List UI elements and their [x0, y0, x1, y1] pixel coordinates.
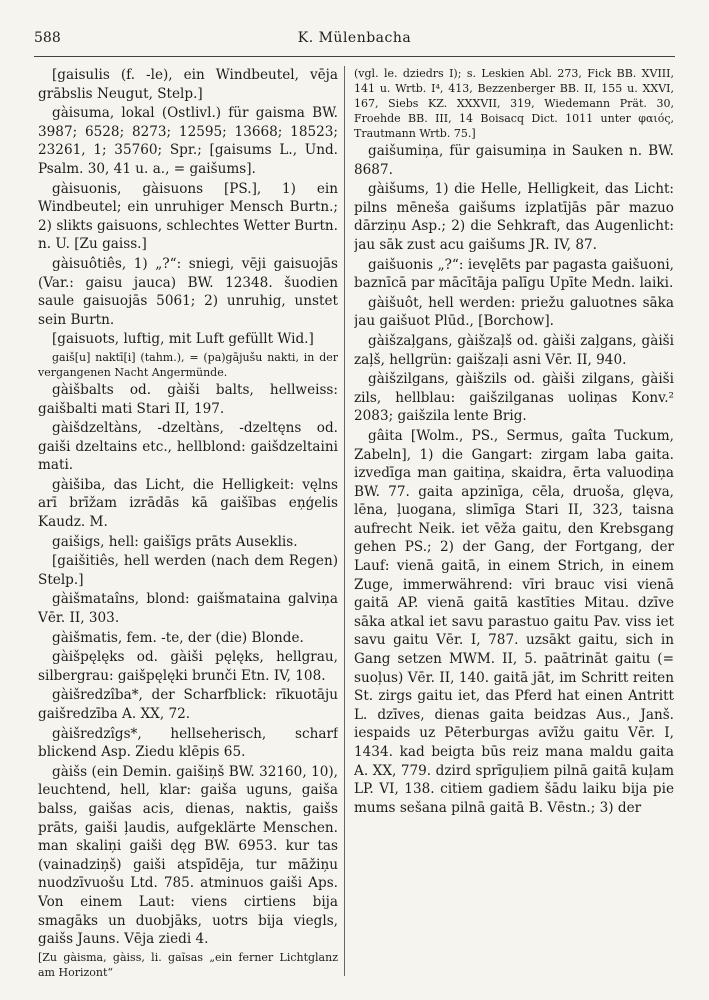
dictionary-entry: gaiš[u] naktī[i] (tahm.), = (pa)gājušu nakti, in der vergangenen Nacht Angermünde.: [38, 350, 338, 379]
dictionary-entry: gàišredzîgs*, hellseherisch, scharf blickend Asp. Ziedu klēpis 65.: [38, 725, 338, 761]
dictionary-entry: [gaisulis (f. -le), ein Windbeutel, vēja grābslis Neugut, Stelp.]: [38, 67, 338, 102]
header-rule: [34, 56, 675, 57]
dictionary-entry: gàišs (ein Demin. gaišiņš BW. 32160, 10), leuchtend, hell, klar: gaiša uguns, gaiša balss, gaišas acis, dienas, naktis, gaišs prāts, gaiši ļaudis, aufgeklärte Menschen. man skaliņi gaiši dęg BW. 6953. kur tas (vainadziņš) gaiši atspīdēja, tur māžiņu nuodzīvuošu Ltd. 785. atminuos gaiši Aps. Von einem Laut: viens cirtiens bija smagāks un duobjāks, uotrs bija viegls, gaišs Jauns. Vēja ziedi 4.: [38, 763, 338, 948]
dictionary-entry: [Zu gàisma, gàiss, li. gaĩsas „ein ferner Lichtglanz am Horizont“: [38, 950, 338, 979]
dictionary-entry: gaišigs, hell: gaišīgs prāts Auseklis.: [52, 533, 298, 550]
dictionary-entry: [gaišitiês, hell werden (nach dem Regen) Stelp.]: [38, 553, 338, 588]
left-column: [38, 66, 338, 981]
dictionary-entry: gàišzilgans, gàišzils od. gàiši zilgans, gàiši zils, hellblau: gaišzilganas uoliņas Konv.² 2083; gaišzila lente Brig.: [354, 371, 674, 425]
column-divider: [344, 66, 345, 976]
dictionary-entry: gaišumiņa, für gaisumiņa in Sauken n. BW. 8687.: [354, 143, 674, 178]
dictionary-entry: gàišuôt, hell werden: priežu galuotnes sāka jau gaišuot Plūd., [Borchow].: [354, 294, 674, 330]
dictionary-entry: gàišiba, das Licht, die Helligkeit: vęlns arī brīžam izrādās kā gaišības eņģelis Kaudz. M.: [38, 476, 338, 531]
dictionary-entry: gàišredzîba*, der Scharfblick: rīkuotāju gaišredzība A. XX, 72.: [38, 687, 338, 722]
dictionary-entry: gàišbalts od. gàiši balts, hellweiss: gaišbalti mati Stari II, 197.: [38, 381, 338, 417]
dictionary-entry: gàisuonis, gàisuons [PS.], 1) ein Windbeutel; ein unruhiger Mensch Burtn.; 2) slikts gaisuons, schlechtes Wetter Burtn. n. U. [Zu gaiss.]: [38, 180, 338, 253]
running-head: K. Mülenbacha: [297, 30, 412, 46]
page-number: 588: [34, 30, 61, 46]
dictionary-entry: gaišuonis „?“: ievęlēts par pagasta gaišuoni, baznīcā par mācītāja palīgu Upīte Medn. laiki.: [354, 256, 674, 292]
page-header: [34, 30, 675, 52]
right-column: [354, 66, 674, 981]
dictionary-entry: (vgl. le. dziedrs I); s. Leskien Abl. 273, Fick BB. XVIII, 141 u. Wrtb. I⁴, 413, Bezzenberger BB. II, 155 u. XXVI, 167, Siebs KZ. XXXVII, 319, Wiedemann Prät. 30, Froehde BB. III, 14 Boisacq Dict. 1011 unter φαιός, Trautmann Wrtb. 75.]: [354, 67, 674, 140]
dictionary-entry: gàisuôtiês, 1) „?“: sniegi, vēji gaisuojās (Var.: gaisu jauca) BW. 12348. šuodien saule gaisuojās 5061; 2) unruhig, unstet sein Burtn.: [38, 255, 338, 328]
dictionary-entry: gàišpęlęks od. gàiši pęlęks, hellgrau, silbergrau: gaišpęlęki brunči Etn. IV, 108.: [38, 649, 338, 684]
dictionary-entry: gâita [Wolm., PS., Sermus, gaîta Tuckum, Zabeln], 1) die Gangart: zirgam laba gaita. izvedīga man gaitiņa, skaidra, ērta valuodiņa BW. 77. gaita apzinīga, cēla, druoša, glęva, lēna, ļuogana, slimīga Stari II, 323, taisna aufrecht Neik. iet vēža gaitu, den Krebsgang gehen PS.; 2) der Gang, der Fortgang, der Lauf: vienā gaitā, in einem Strich, in einem Zuge, immerwährend: vīri brauc visi vienā gaitā AP. vienā gaitā kastīties Mitau. dzīve sāka atkal iet savu parastuo gaitu Pav. viss iet savu gaitu Vēr. I, 787. uzsākt gaitu, sich in Gang setzen MWM. II, 5. paātrināt gaitu (= suoļus) Vēr. II, 140. gaitā jāt, im Schritt reiten St. zirgs gaitu iet, das Pferd hat einen Antritt L. dzīves, dienas gaita beidzas Aus., Janš. iespaids uz Pēterburgas avīžu gaitu Vēr. I, 1434. kad beigta būs reiz mana maldu gaita A. XX, 779. dzird sprīguļiem pilnā gaitā kuļam LP. VI, 138. citiem gadiem šādu laiku bija pie mums sešana pilnā gaitā B. Vēstn.; 3) der: [354, 427, 674, 816]
dictionary-entry: gàišums, 1) die Helle, Helligkeit, das Licht: pilns mēneša gaišums izplatījās pār mazuo dārziņu Asp.; 2) die Sehkraft, das Augenlicht: jau sāk zust acu gaišums JR. IV, 87.: [354, 181, 674, 253]
dictionary-entry: gàišmatis, fem. -te, der (die) Blonde.: [52, 629, 304, 646]
dictionary-entry: gàišzaļgans, gàišzaļš od. gàiši zaļgans, gàiši zaļš, hellgrün: gaišzaļi asni Vēr. II, 940.: [354, 332, 674, 368]
dictionary-entry: gàisuma, lokal (Ostlivl.) für gaisma BW. 3987; 6528; 8273; 12595; 13668; 18523; 23261, 1; 35760; Spr.; [gaisums L., Und. Psalm. 30, 41 u. a., = gaišums].: [38, 105, 338, 177]
dictionary-entry: gàišmataîns, blond: gaišmataina galviņa Vēr. II, 303.: [38, 591, 338, 627]
dictionary-entry: [gaisuots, luftig, mit Luft gefüllt Wid.]: [52, 331, 314, 348]
dictionary-entry: gàišdzeltàns, -dzeltàns, -dzeltęns od. gaiši dzeltains etc., hellblond: gaišdzeltaini mati.: [38, 420, 338, 474]
